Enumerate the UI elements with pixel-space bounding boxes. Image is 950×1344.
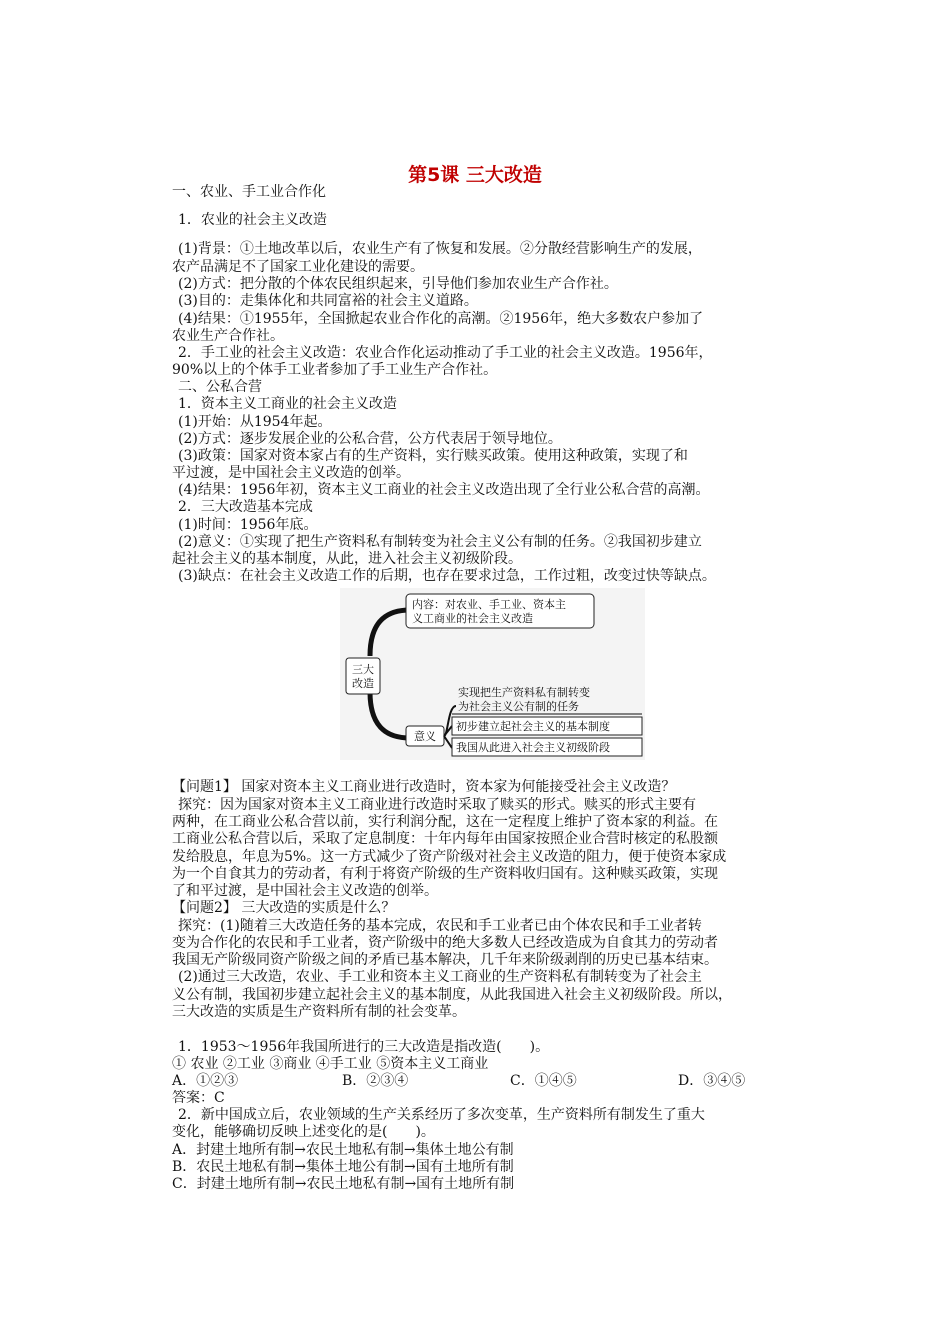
text-line: 农产品满足不了国家工业化建设的需要。 [172,259,424,275]
text-line: (2)方式：把分散的个体农民组织起来，引导他们参加农业生产合作社。 [178,276,618,292]
text-line: 三大改造的实质是生产资料所有制的社会变革。 [172,1004,466,1020]
text-line: (3)目的：走集体化和共同富裕的社会主义道路。 [178,293,478,309]
exercise-option: C．①④⑤ [510,1073,577,1089]
text-line: 2．手工业的社会主义改造：农业合作化运动推动了手工业的社会主义改造。1956年， [178,345,713,361]
center-node-label-2: 改造 [352,677,374,690]
text-line: 起社会主义的基本制度，从此，进入社会主义初级阶段。 [172,551,522,567]
meaning-item-1-line-2: 为社会主义公有制的任务 [458,700,579,713]
text-line: 探究：因为国家对资本主义工商业进行改造时采取了赎买的形式。赎买的形式主要有 [178,797,696,813]
meaning-item-3: 我国从此进入社会主义初级阶段 [456,741,610,754]
text-line: 平过渡，是中国社会主义改造的创举。 [172,465,410,481]
text-line: 90%以上的个体手工业者参加了手工业生产合作社。 [172,362,498,378]
exercise-question: 2．新中国成立后，农业领域的生产关系经历了多次变革，生产资料所有制发生了重大 [178,1107,705,1123]
page-title: 第5课 三大改造 [408,164,542,186]
content-node-line-2: 义工商业的社会主义改造 [412,612,533,625]
meaning-item-1-line-1: 实现把生产资料私有制转变 [458,686,590,699]
content-node-line-1: 内容：对农业、手工业、资本主 [412,598,566,611]
section-heading: 一、农业、手工业合作化 [172,184,326,200]
exercise-items: ① 农业 ②工业 ③商业 ④手工业 ⑤资本主义工商业 [172,1056,489,1072]
exercise-option: B．②③④ [342,1073,409,1089]
subsection-heading: 2．三大改造基本完成 [178,499,313,515]
text-line: 农业生产合作社。 [172,328,284,344]
meaning-item-2: 初步建立起社会主义的基本制度 [456,720,610,733]
text-line: 探究：(1)随着三大改造任务的基本完成，农民和手工业者已由个体农民和手工业者转 [178,918,702,934]
text-line: (4)结果：1956年初，资本主义工商业的社会主义改造出现了全行业公私合营的高潮。 [178,482,710,498]
text-line: 了和平过渡，是中国社会主义改造的创举。 [172,883,438,899]
text-line: (1)开始：从1954年起。 [178,414,332,430]
text-line: (1)时间：1956年底。 [178,517,318,533]
exercise-option: A．封建土地所有制→农民土地私有制→集体土地公有制 [172,1142,514,1158]
subsection-heading: 1．资本主义工商业的社会主义改造 [178,396,397,412]
exercise-option: B．农民土地私有制→集体土地公有制→国有土地所有制 [172,1159,514,1175]
text-line: 变为合作化的农民和手工业者，资产阶级中的绝大多数人已经改造成为自食其力的劳动者 [172,935,718,951]
question-heading: 【问题1】 国家对资本主义工商业进行改造时，资本家为何能接受社会主义改造？ [172,779,676,795]
exercise-option: A．①②③ [172,1073,239,1089]
exercise-question: 变化，能够确切反映上述变化的是( )。 [172,1124,435,1140]
question-heading: 【问题2】 三大改造的实质是什么？ [172,900,396,916]
subsection-heading: 1．农业的社会主义改造 [178,212,327,228]
text-line: 义公有制，我国初步建立起社会主义的基本制度，从此我国进入社会主义初级阶段。所以， [172,987,732,1003]
section-heading: 二、公私合营 [178,379,262,395]
text-line: (2)方式：逐步发展企业的公私合营，公方代表居于领导地位。 [178,431,562,447]
text-line: 为一个自食其力的劳动者，有利于将资产阶级的生产资料收归国有。这种赎买政策，实现 [172,866,718,882]
exercise-option: D．③④⑤ [678,1073,746,1089]
text-line: 发给股息，年息为5%。这一方式减少了资产阶级对社会主义改造的阻力，便于使资本家成 [172,849,727,865]
text-line: 我国无产阶级同资产阶级之间的矛盾已基本解决，几千年来阶级剥削的历史已基本结束。 [172,952,718,968]
exercise-question: 1．1953～1956年我国所进行的三大改造是指改造( )。 [178,1039,550,1055]
text-line: (3)缺点：在社会主义改造工作的后期，也存在要求过急，工作过粗，改变过快等缺点。 [178,568,716,584]
exercise-option: C．封建土地所有制→农民土地私有制→国有土地所有制 [172,1176,515,1192]
exercise-answer: 答案：C [172,1090,225,1106]
text-line: (2)通过三大改造，农业、手工业和资本主义工商业的生产资料私有制转变为了社会主 [178,969,702,985]
text-line: (1)背景：①土地改革以后，农业生产有了恢复和发展。②分散经营影响生产的发展， [178,241,702,257]
meaning-node-label: 意义 [414,730,436,743]
center-node-label-1: 三大 [352,663,374,676]
text-line: (2)意义：①实现了把生产资料私有制转变为社会主义公有制的任务。②我国初步建立 [178,534,702,550]
text-line: (4)结果：①1955年，全国掀起农业合作化的高潮。②1956年，绝大多数农户参加了 [178,311,704,327]
text-line: 两种，在工商业公私合营以前，实行利润分配，这在一定程度上维护了资本家的利益。在 [172,814,718,830]
text-line: 工商业公私合营以后，采取了定息制度：十年内每年由国家按照企业合营时核定的私股额 [172,831,718,847]
text-line: (3)政策：国家对资本家占有的生产资料，实行赎买政策。使用这种政策，实现了和 [178,448,688,464]
mind-map-diagram [340,588,645,760]
